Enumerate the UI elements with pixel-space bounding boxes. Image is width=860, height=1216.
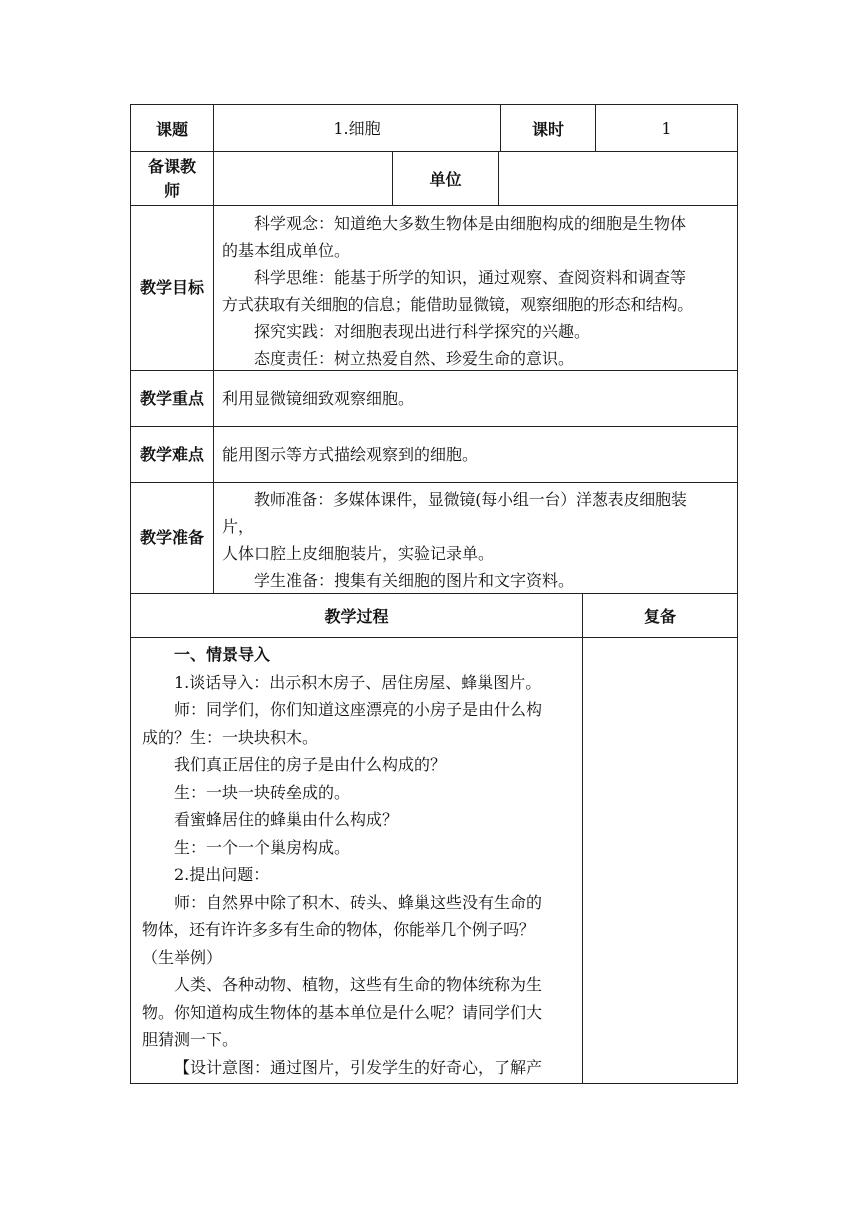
unit-value bbox=[499, 152, 737, 205]
key-point-label bbox=[131, 371, 213, 426]
process-label: 教学过程 bbox=[324, 607, 389, 626]
process-line: 胆猜测一下。 bbox=[142, 1030, 239, 1049]
unit-label: 单位 bbox=[429, 170, 462, 189]
process-content bbox=[142, 641, 578, 1081]
preparation-label bbox=[131, 483, 213, 593]
row-divider bbox=[130, 205, 738, 206]
preparation-content bbox=[222, 486, 734, 594]
objectives-content bbox=[222, 210, 734, 372]
process-line: 2.提出问题： bbox=[174, 865, 270, 884]
preparation-line: 学生准备：搜集有关细胞的图片和文字资料。 bbox=[254, 571, 575, 590]
process-line: 物。你知道构成生物体的基本单位是什么呢？请同学们大 bbox=[142, 1002, 543, 1022]
difficulty-text: 能用图示等方式描绘观察到的细胞。 bbox=[222, 445, 479, 464]
process-line: 人类、各种动物、植物，这些有生命的物体统称为生 bbox=[174, 975, 543, 994]
key-point-text: 利用显微镜细致观察细胞。 bbox=[222, 389, 415, 408]
process-line: 成的？生：一块块积木。 bbox=[142, 727, 319, 747]
process-line: （生举例） bbox=[142, 947, 223, 967]
objective-line: 态度责任：树立热爱自然、珍爱生命的意识。 bbox=[254, 349, 575, 368]
difficulty-label bbox=[131, 427, 213, 482]
key-point-label-text: 教学重点 bbox=[140, 388, 205, 408]
process-line: 【设计意图：通过图片，引发学生的好奇心，了解产 bbox=[174, 1057, 543, 1077]
process-line: 师：同学们，你们知道这座漂亮的小房子是由什么构 bbox=[174, 700, 543, 719]
review-label: 复备 bbox=[643, 607, 676, 626]
process-line: 师：自然界中除了积木、砖头、蜂巢这些没有生命的 bbox=[174, 892, 543, 912]
table-border-bottom bbox=[130, 1083, 738, 1084]
process-line: 我们真正居住的房子是由什么构成的？ bbox=[174, 755, 447, 774]
row-divider bbox=[130, 482, 738, 483]
process-line: 生：一块一块砖垒成的。 bbox=[174, 782, 351, 802]
difficulty-label-text: 教学难点 bbox=[140, 444, 205, 464]
preparation-line: 片， bbox=[222, 517, 255, 536]
teacher-label-text: 备课教师 bbox=[147, 156, 196, 200]
process-line: 1.谈话导入：出示积木房子、居住房屋、蜂巢图片。 bbox=[174, 672, 542, 692]
objective-line: 的基本组成单位。 bbox=[222, 241, 351, 260]
objectives-label bbox=[131, 206, 213, 370]
period-label: 课时 bbox=[531, 119, 564, 139]
period-value: 1 bbox=[661, 118, 672, 138]
preparation-line: 教师准备：多媒体课件，显微镜(每小组一台）洋葱表皮细胞装 bbox=[254, 490, 687, 509]
teacher-label bbox=[131, 152, 213, 205]
objective-line: 方式获取有关细胞的信息；能借助显微镜，观察细胞的形态和结构。 bbox=[222, 295, 694, 314]
preparation-label-text: 教学准备 bbox=[140, 528, 205, 547]
teacher-value bbox=[214, 152, 392, 205]
table-border-right bbox=[737, 104, 738, 1084]
objectives-label-text: 教学目标 bbox=[140, 278, 205, 297]
review-content bbox=[583, 638, 737, 1083]
preparation-line: 人体口腔上皮细胞装片，实验记录单。 bbox=[222, 544, 495, 563]
objective-line: 探究实践：对细胞表现出进行科学探究的兴趣。 bbox=[254, 322, 591, 341]
row-divider bbox=[130, 426, 738, 427]
process-line: 看蜜蜂居住的蜂巢由什么构成？ bbox=[174, 810, 399, 829]
process-line: 物体，还有许许多多有生命的物体，你能举几个例子吗？ bbox=[142, 920, 535, 939]
objective-line: 科学思维：能基于所学的知识，通过观察、查阅资料和调查等 bbox=[254, 268, 687, 287]
objective-line: 科学观念：知道绝大多数生物体是由细胞构成的细胞是生物体 bbox=[254, 214, 687, 233]
process-line: 生：一个一个巢房构成。 bbox=[174, 837, 351, 857]
process-heading: 一、情景导入 bbox=[174, 645, 271, 664]
topic-value: 1.细胞 bbox=[333, 118, 381, 138]
topic-label: 课题 bbox=[155, 119, 188, 139]
